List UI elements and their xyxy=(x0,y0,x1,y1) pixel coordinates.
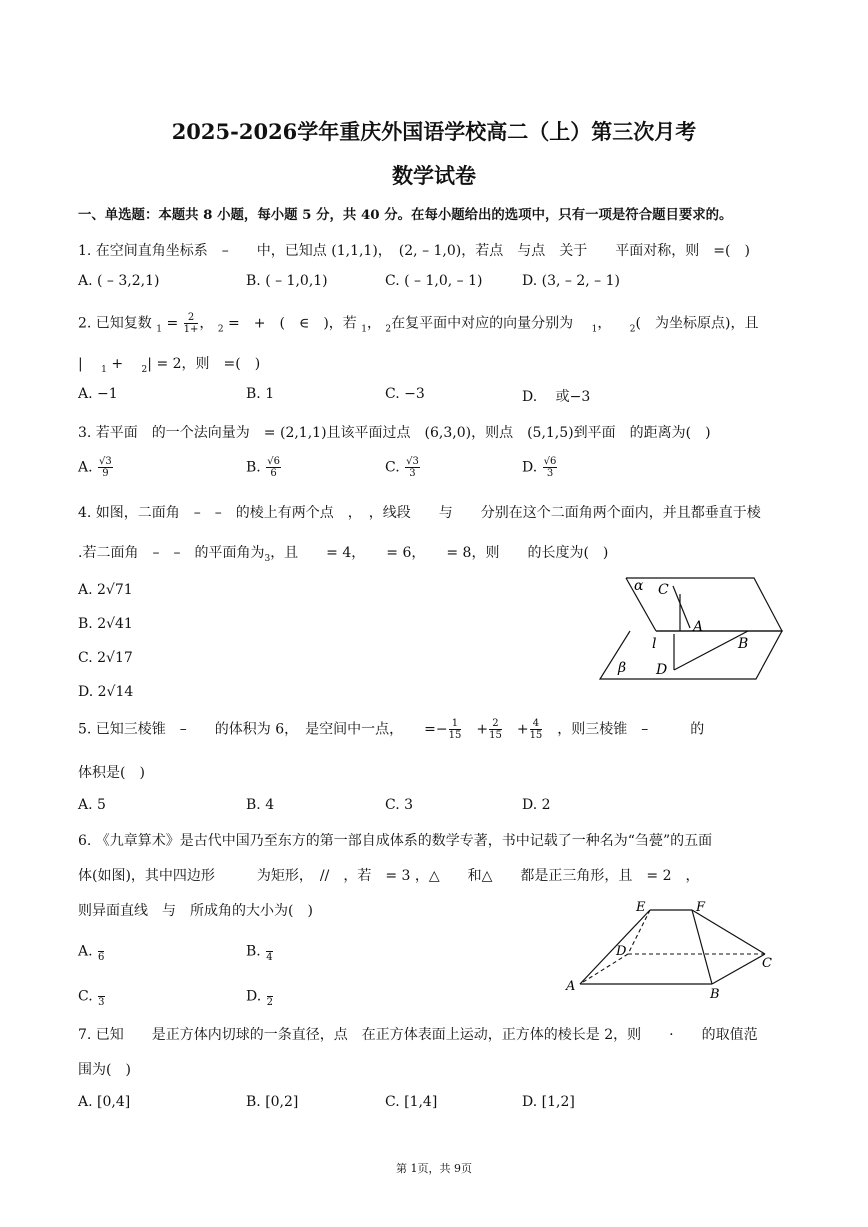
q6-opt-den: 6 xyxy=(98,952,105,963)
q5-frac-num: 1 xyxy=(449,718,462,730)
q6-opt-den: 4 xyxy=(266,952,273,963)
question-6-line3: 则异面直线 与 所成角的大小为( ) xyxy=(78,903,313,919)
q2-sub: 1 xyxy=(361,324,367,335)
q3-option-c xyxy=(385,456,421,479)
label-b: B xyxy=(738,636,749,652)
label-d: D xyxy=(616,944,627,959)
q5-frac-den: 15 xyxy=(448,730,462,741)
q2-text: 在复平面中对应的向量分别为 xyxy=(391,315,574,332)
question-4-line1: 4. 如图，二面角 – – 的棱上有两个点 ， ，线段 与 分别在这个二面角两个面内，并且都垂直于棱 xyxy=(78,505,761,521)
q5-option-c: C. 3 xyxy=(385,797,414,813)
q4-option-c: C. 2√17 xyxy=(78,650,133,666)
q2-option-c: C. −3 xyxy=(385,386,425,402)
q2-text: | = 2，则 =( ) xyxy=(147,356,261,372)
q4-option-d: D. 2√14 xyxy=(78,684,134,700)
q3-opt-num: √3 xyxy=(406,456,419,467)
q3-opt-num: √6 xyxy=(267,456,280,467)
q3-opt-den: 3 xyxy=(409,468,416,479)
q5-option-d: D. 2 xyxy=(522,797,551,813)
q4-sub: 3 xyxy=(264,553,271,564)
page-footer: 第 1页，共 9页 xyxy=(396,1162,472,1175)
q5-text: 5. 已知三棱锥 – 的体积为 6， 是空间中一点， =− xyxy=(78,721,448,738)
q7-option-b: B. [0,2] xyxy=(246,1094,299,1110)
question-4-line2 xyxy=(78,542,608,564)
label-a: A xyxy=(566,979,576,994)
q5-plus: + xyxy=(476,721,489,738)
question-1-stem: 1. 在空间直角坐标系 – 中，已知点 (1,1,1)， (2, – 1,0)，若点 与点 关于 平面对称，则 =( ) xyxy=(78,243,750,259)
question-7-line2: 围为( ) xyxy=(78,1062,131,1078)
label-l: l xyxy=(652,636,657,652)
q3-opt-den: 9 xyxy=(102,468,109,479)
q2-text: 2. 已知复数 xyxy=(78,315,152,332)
q2-sub: 2 xyxy=(385,324,392,335)
q6-opt-label: A. xyxy=(78,943,93,960)
q6-option-a xyxy=(78,940,105,963)
question-6-line1: 6. 《九章算术》是古代中国乃至东方的第一部自成体系的数学专著，书中记载了一种名为“刍甍”的五面 xyxy=(78,833,713,849)
q2-option-d: D. 或−3 xyxy=(522,389,591,405)
label-c: C xyxy=(762,956,772,971)
q6-frac-bar xyxy=(266,940,272,952)
q5-frac-num: 4 xyxy=(530,718,543,730)
q2-frac-den: 1+ xyxy=(183,324,199,335)
q4-option-b: B. 2√41 xyxy=(78,616,133,632)
q6-opt-label: D. xyxy=(246,988,262,1005)
q4-option-a: A. 2√71 xyxy=(78,582,133,598)
q2-sub: 1 xyxy=(156,324,162,335)
question-2-line1: 2. 已知复数 $_1$ = $\frac{2}{1+}$ ， $_2$ = + ( ∈ )，若 $_1$， $_2$在复平面中对应的向量分别为 $_1$， $_2$( 为坐标原点)，且 xyxy=(78,312,759,335)
question-6-line2: 体(如图)，其中四边形 为矩形， // ，若 = 3 ，△ 和△ 都是正三角形，且 = 2 ， xyxy=(78,868,700,884)
q3-option-a xyxy=(78,456,114,479)
q2-frac-num: 2 xyxy=(184,312,199,324)
q1-option-c: C. ( – 1,0, – 1) xyxy=(385,273,483,289)
q7-option-a: A. [0,4] xyxy=(78,1094,131,1110)
q3-opt-num: √3 xyxy=(99,456,112,467)
q2-text: | xyxy=(78,356,83,372)
q4-text: .若二面角 – – 的平面角为 xyxy=(78,545,265,561)
q2-text: ( 为坐标原点)，且 xyxy=(635,315,759,332)
chumeng-figure xyxy=(560,896,782,1000)
q1-option-b: B. ( – 1,0,1) xyxy=(246,273,328,289)
label-b: B xyxy=(710,987,720,1000)
q5-plus: + xyxy=(516,721,529,738)
label-e: E xyxy=(636,900,646,915)
q5-frac-num: 2 xyxy=(489,718,502,730)
q7-option-c: C. [1,4] xyxy=(385,1094,438,1110)
q6-opt-den: 2 xyxy=(266,997,274,1008)
q2-option-b: B. 1 xyxy=(246,386,275,402)
q1-option-d: D. (3, – 2, – 1) xyxy=(522,273,620,289)
q2-option-a: A. −1 xyxy=(78,386,118,402)
q3-opt-label: D. xyxy=(522,459,538,476)
q6-frac-bar xyxy=(98,985,104,997)
q2-fraction xyxy=(184,312,199,335)
page-title: 2025-2026学年重庆外国语学校高二（上）第三次月考 xyxy=(171,119,697,144)
q3-opt-den: 3 xyxy=(546,468,554,479)
page-subtitle: 数学试卷 xyxy=(392,163,476,188)
q2-sub: 1 xyxy=(101,364,107,375)
q3-option-d xyxy=(522,456,558,479)
q6-opt-den: 3 xyxy=(98,997,105,1008)
dihedral-angle-figure xyxy=(596,574,786,686)
q3-opt-num: √6 xyxy=(543,456,557,467)
q1-option-a: A. ( – 3,2,1) xyxy=(78,273,160,289)
q5-option-b: B. 4 xyxy=(246,797,275,813)
q6-option-d xyxy=(246,985,274,1008)
q3-opt-den: 6 xyxy=(270,468,277,479)
q6-frac-bar xyxy=(98,940,104,952)
question-3-stem: 3. 若平面 的一个法向量为 = (2,1,1)且该平面过点 (6,3,0)，则点 (5,1,5)到平面 的距离为( ) xyxy=(78,425,711,441)
q2-text: = + ( ∈ )，若 xyxy=(228,315,357,332)
q6-option-c xyxy=(78,985,106,1008)
q3-opt-label: C. xyxy=(385,459,400,476)
q6-opt-label: C. xyxy=(78,988,93,1005)
q2-sub: 2 xyxy=(141,364,148,375)
question-2-line2 xyxy=(78,353,260,375)
q3-option-b xyxy=(246,456,282,479)
label-beta: β xyxy=(618,660,627,676)
q5-frac-den: 15 xyxy=(489,730,502,741)
q6-option-b xyxy=(246,940,274,963)
q5-frac-den: 15 xyxy=(529,730,543,741)
q6-opt-label: B. xyxy=(246,943,261,960)
label-alpha: α xyxy=(634,578,644,594)
q2-sub: 1 xyxy=(591,324,598,335)
label-d: D xyxy=(656,662,668,678)
q5-text: ，则三棱锥 – 的 xyxy=(557,721,705,738)
q2-text: ， xyxy=(597,315,612,332)
q4-text: ，且 = 4， = 6， = 8，则 的长度为( ) xyxy=(270,545,609,561)
question-5-line1 xyxy=(78,718,704,741)
label-f: F xyxy=(696,900,706,915)
q5-option-a: A. 5 xyxy=(78,797,106,813)
question-5-line2: 体积是( ) xyxy=(78,765,145,781)
q2-text: + xyxy=(111,356,124,372)
label-c: C xyxy=(658,582,669,598)
q6-frac-bar xyxy=(267,985,273,997)
q2-text: ， xyxy=(199,315,214,332)
q2-text: ， xyxy=(366,315,381,332)
q7-option-d: D. [1,2] xyxy=(522,1094,575,1110)
q2-sub: 2 xyxy=(629,324,636,335)
label-a: A xyxy=(693,619,704,635)
question-7-line1: 7. 已知 是正方体内切球的一条直径，点 在正方体表面上运动，正方体的棱长是 2，则 · 的取值范 xyxy=(78,1027,758,1043)
q3-opt-label: A. xyxy=(78,459,93,476)
q3-opt-label: B. xyxy=(246,459,261,476)
q2-sub: 2 xyxy=(217,324,224,335)
section-heading: 一、单选题：本题共 8 小题，每小题 5 分，共 40 分。在每小题给出的选项中，只有一项是符合题目要求的。 xyxy=(78,207,733,223)
